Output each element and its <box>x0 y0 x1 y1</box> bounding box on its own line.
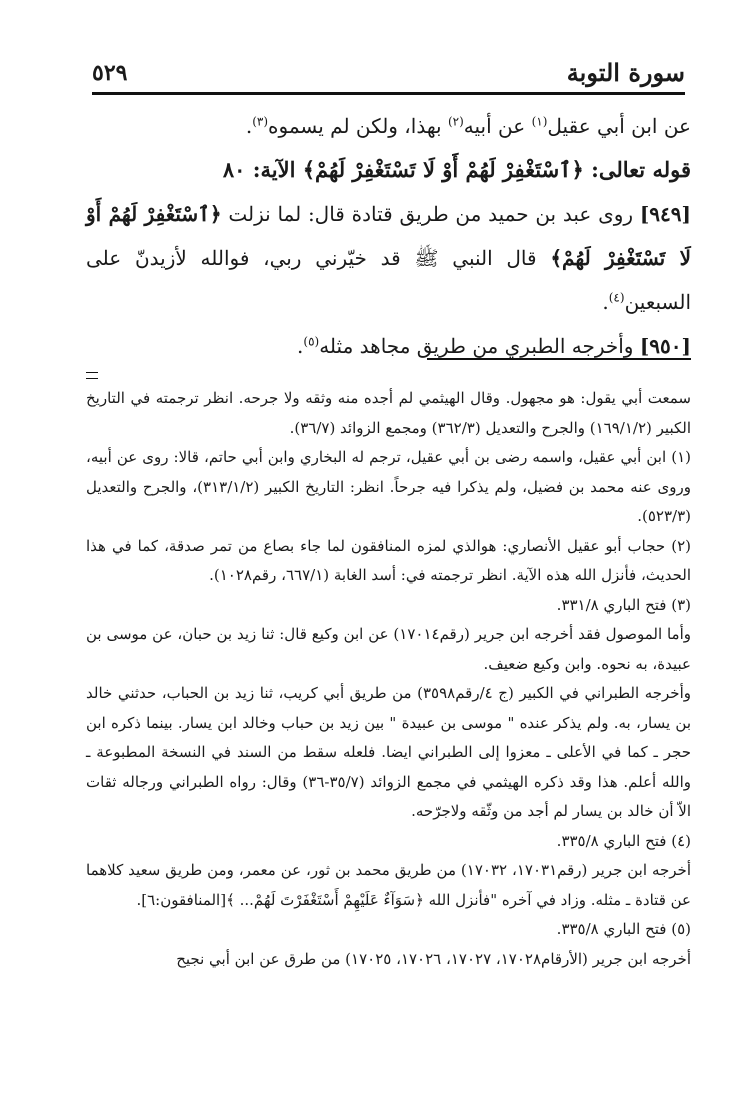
footnote-ref: (١) <box>531 114 548 129</box>
footnote-divider <box>427 358 691 360</box>
footnote-ref: (٢) <box>447 114 464 129</box>
verse-heading <box>86 148 691 192</box>
footnote-ref: (٣) <box>252 114 269 129</box>
text-segment: . <box>602 290 609 314</box>
footnote-4: (٤) فتح الباري ٣٣٥/٨. <box>556 831 691 850</box>
quran-verse: ﴿ٱسْتَغْفِرْ لَهُمْ أَوْ لَا تَسْتَغْفِرْ لَهُمْ﴾ <box>302 157 584 182</box>
footnote-3: (٣) فتح الباري ٣٣١/٨. <box>556 595 691 614</box>
hadith-number: [٩٤٩] <box>639 202 691 226</box>
text-segment: وأخرجه الطبري من طريق مجاهد مثله <box>319 334 640 358</box>
surah-title: سورة التوبة <box>566 58 685 87</box>
footnote-4-detail: أخرجه ابن جرير (رقم١٧٠٣١، ١٧٠٣٢) من طريق محمد بن ثور، عن معمر، ومن طريق سعيد كلاهما عن قتادة ـ مثله. وزاد في آخره "فأنزل الله ﴿سَوَآءٌ عَلَيْهِمْ أَسْتَغْفَرْتَ لَهُمْ... ﴾[المنافقون:٦]. <box>86 861 691 909</box>
quran-verse: ﴿ٱسْتَغْفِرْ لَهُمْ أَوْ لَا تَسْتَغْفِرْ لَهُمْ﴾ <box>86 202 691 270</box>
heading-suffix: الآية: ٨٠ <box>222 157 303 182</box>
footnote-5-detail: أخرجه ابن جرير (الأرقام١٧٠٢٨، ١٧٠٢٧، ١٧٠٢٦، ١٧٠٢٥) من طرق عن ابن أبي نجيح <box>176 949 691 968</box>
text-segment: . <box>297 334 304 358</box>
heading-prefix: قوله تعالى: <box>583 157 691 182</box>
footnote-ref: (٥) <box>303 334 320 349</box>
continuation-mark <box>86 372 98 379</box>
text-segment: روى عبد بن حميد من طريق قتادة قال: لما نزلت <box>221 202 640 226</box>
footnotes <box>86 384 691 974</box>
page-header <box>92 58 685 95</box>
footnote-continued: سمعت أبي يقول: هو مجهول. وقال الهيثمي لم أجده منه وثقه ولا جرحه. انظر ترجمته في التاريخ الكبير (١٦٩/١/٢) والجرح والتعديل (٣٦٢/٣) ومجمع الزوائد (٣٦/٧). <box>86 389 691 437</box>
intro-line <box>86 104 691 148</box>
footnote-5: (٥) فتح الباري ٣٣٥/٨. <box>556 920 691 938</box>
text-segment: بهذا، ولكن لم يسموه <box>268 114 448 138</box>
text-segment: عن ابن أبي عقيل <box>547 114 691 138</box>
text-segment: . <box>245 114 253 138</box>
text-segment: قال النبي ﷺ قد خيّرني ربي، فوالله لأزيدنّ على السبعين <box>86 246 691 314</box>
footnote-2: (٢) حجاب أبو عقيل الأنصاري: هوالذي لمزه المنافقون لما جاء بصاع من تمر صدقة، كما في هذا الحديث، فأنزل الله هذه الآية. انظر ترجمته في: أسد الغابة (٦٦٧/١، رقم١٠٢٨). <box>86 536 691 584</box>
footnote-ref: (٤) <box>608 290 625 305</box>
footnote-3-detail: وأما الموصول فقد أخرجه ابن جرير (رقم١٧٠١٤) عن ابن وكيع قال: ثنا زيد بن حبان، عن موسى بن عبيدة، به نحوه. وابن وكيع ضعيف. <box>86 625 691 673</box>
page-number: ٥٢٩ <box>92 60 128 86</box>
footnote-1: (١) ابن أبي عقيل، واسمه رضى بن أبي عقيل، ترجم له البخاري وابن أبي حاتم، قالا: روى عن أبيه، وروى عنه محمد بن فضيل، ولم يذكرا فيه جرحاً. انظر: التاريخ الكبير (٣١٣/١/٢)، والجرح والتعديل (٥٢٣/٣). <box>86 448 691 525</box>
hadith-949 <box>86 192 691 324</box>
footnote-3-detail: وأخرجه الطبراني في الكبير (ج ٤/رقم٣٥٩٨) من طريق أبي كريب، ثنا زيد بن الحباب، حدثني خالد بن يسار، به. ولم يذكر عنده " موسى بن عبيدة " بين زيد بن حباب وخالد ابن يسار. بينما ذكره ابن حجر ـ كما في الأعلى ـ معزوا إلى الطبراني ايضا. فلعله سقط من السند في النسخة المطبوعة ـ والله أعلم. هذا وقد ذكره الهيثمي في مجمع الزوائد (٣٥/٧-٣٦) وقال: رواه الطبراني ورجاله ثقات الاّ أن خالد بن يسار لم أجد من وثّقه ولاجرّحه. <box>86 684 691 820</box>
text-segment: عن أبيه <box>463 114 532 138</box>
hadith-number: [٩٥٠] <box>639 334 691 358</box>
main-text <box>86 104 691 368</box>
hadith-950 <box>86 324 691 368</box>
